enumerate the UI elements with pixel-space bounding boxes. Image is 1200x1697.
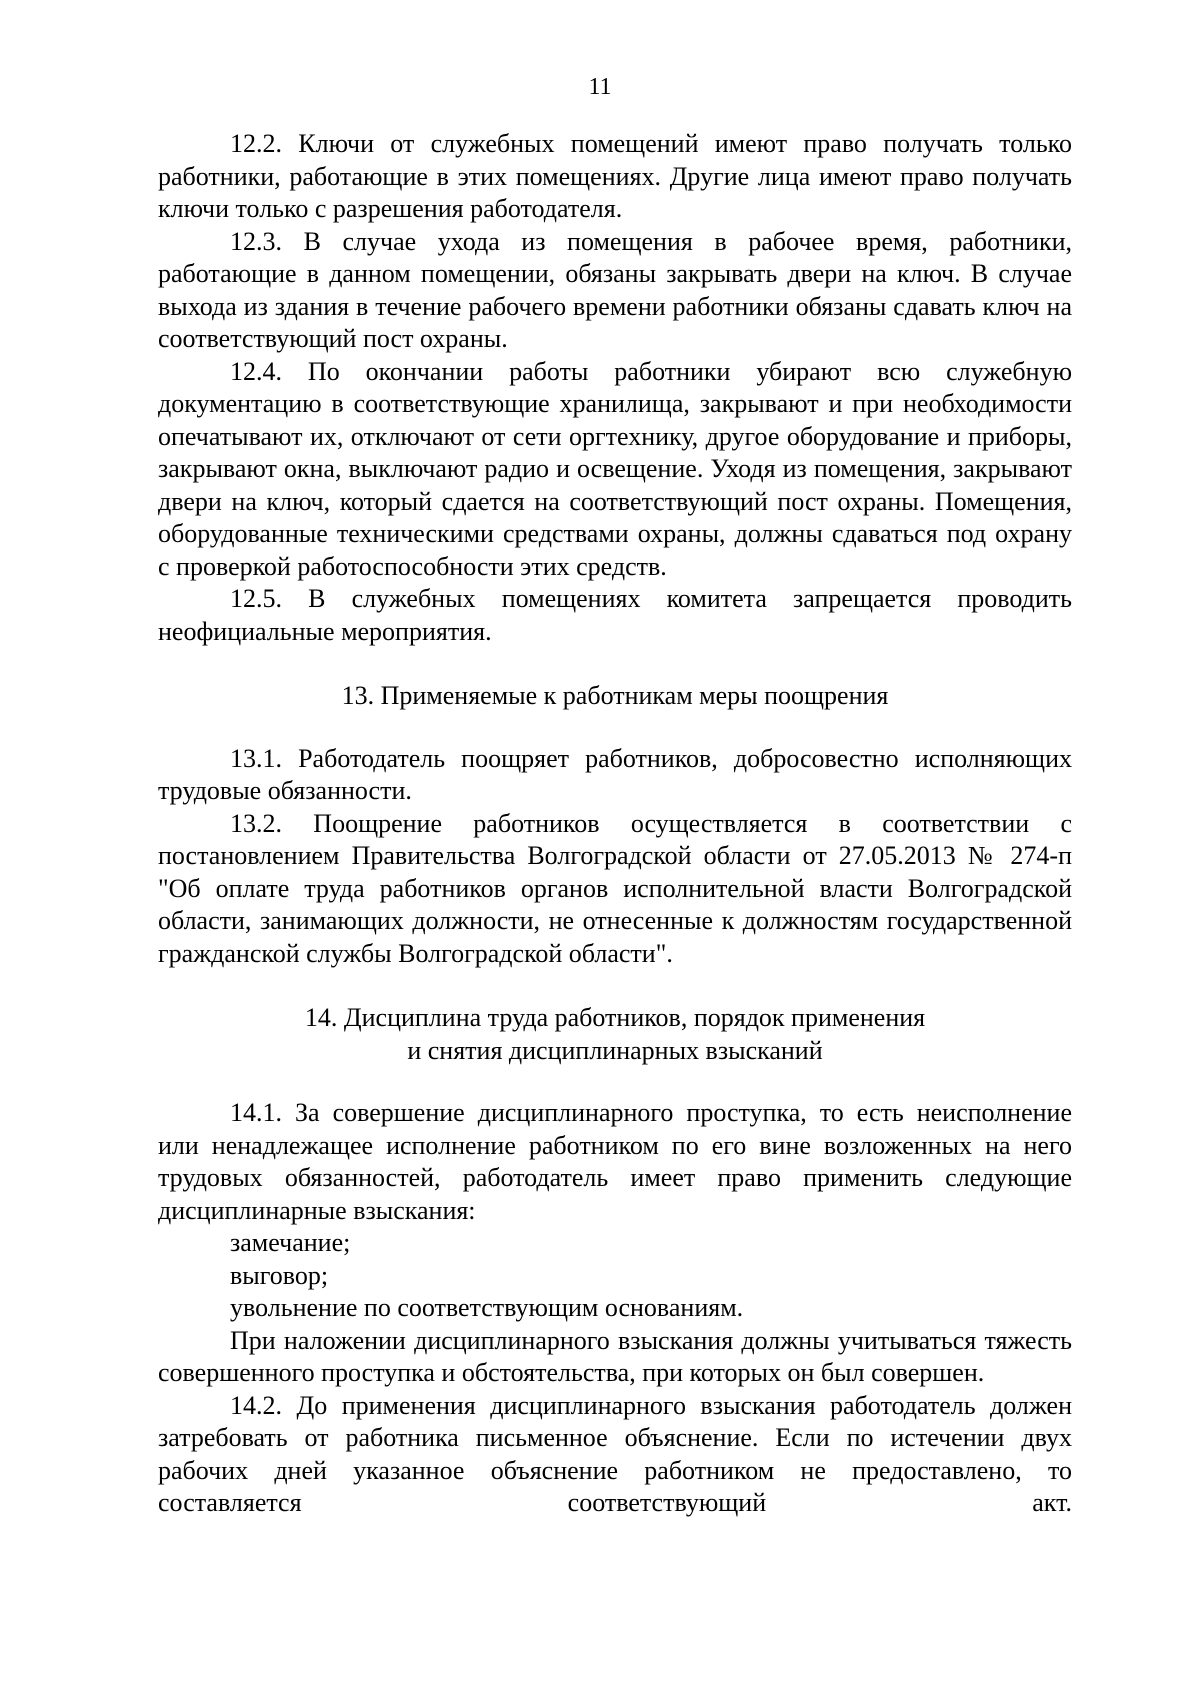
paragraph-12-3: 12.3. В случае ухода из помещения в рабочее время, работники, работающие в данном помещении, обязаны закрывать двери на ключ. В случае выхода из здания в течение рабочего времени работники обязаны сдавать ключ на соответствующий пост охраны.	[158, 226, 1072, 353]
section-heading-13: 13. Применяемые к работникам меры поощрения	[341, 681, 889, 710]
penalty-list-item: выговор;	[230, 1260, 329, 1290]
paragraph-14-1: 14.1. За совершение дисциплинарного проступка, то есть неисполнение или ненадлежащее исполнение работником по его вине возложенных на него трудовых обязанностей, работодатель имеет право применить следующие дисциплинарные взыскания:	[158, 1098, 1072, 1225]
paragraph-12-2: 12.2. Ключи от служебных помещений имеют право получать только работники, работающие в этих помещениях. Другие лица имеют право получать ключи только с разрешения работодателя.	[158, 129, 1072, 223]
penalty-list-item: замечание;	[230, 1228, 351, 1257]
paragraph-13-1: 13.1. Работодатель поощряет работников, добросовестно исполняющих трудовые обязанности.	[158, 743, 1072, 805]
section-heading-14-line-2: и снятия дисциплинарных взысканий	[407, 1035, 823, 1065]
section-spacer	[158, 713, 1072, 743]
section-heading-14-line-1: 14. Дисциплина труда работников, порядок применения	[304, 1003, 926, 1032]
paragraph-14-1-note: При наложении дисциплинарного взыскания должны учитываться тяжесть совершенного проступка и обстоятельства, при которых он был совершен.	[158, 1325, 1072, 1387]
section-spacer	[158, 1067, 1072, 1097]
penalty-list-item: увольнение по соответствующим основаниям.	[230, 1293, 744, 1322]
paragraph-13-2: 13.2. Поощрение работников осуществляется в соответствии с постановлением Правительства Волгоградской области от 27.05.2013 № 274-п "Об оплате труда работников органов исполнительной власти Волгоградской области, занимающих должности, не отнесенные к должностям государственной гражданской службы Волгоградской области".	[158, 808, 1072, 968]
section-spacer	[158, 970, 1072, 1002]
paragraph-12-4: 12.4. По окончании работы работники убирают всю служебную документацию в соответствующие хранилища, закрывают и при необходимости опечатывают их, отключают от сети оргтехнику, другое оборудование и приборы, закрывают окна, выключают радио и освещение. Уходя из помещения, закрывают двери на ключ, который сдается на соответствующий пост охраны. Помещения, оборудованные техническими средствами охраны, должны сдаваться под охрану с проверкой работоспособности этих средств.	[158, 356, 1072, 581]
paragraph-14-2: 14.2. До применения дисциплинарного взыскания работодатель должен затребовать от работника письменное объяснение. Если по истечении двух рабочих дней указанное объяснение работником не предоставлено, то составляется соответствующий акт.	[158, 1390, 1072, 1517]
page-number: 11	[588, 74, 612, 100]
paragraph-12-5: 12.5. В служебных помещениях комитета запрещается проводить неофициальные мероприятия.	[158, 584, 1072, 646]
document-body	[158, 128, 1072, 1520]
section-spacer	[158, 648, 1072, 680]
